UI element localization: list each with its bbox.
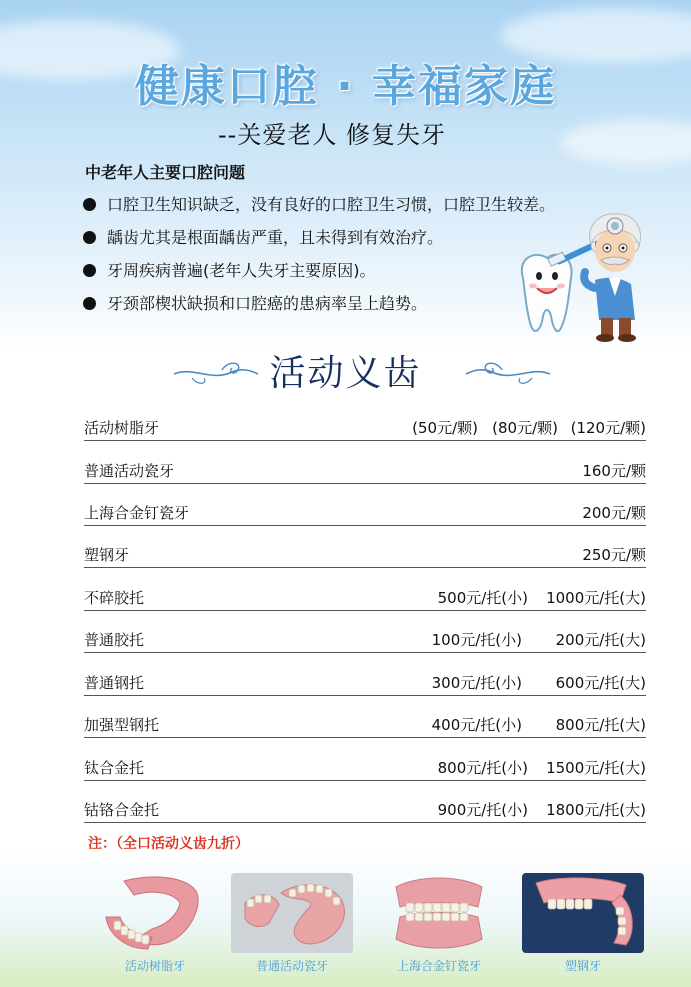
problems-heading: 中老年人主要口腔问题	[85, 163, 246, 182]
list-item	[83, 287, 555, 320]
problems-list	[83, 188, 555, 320]
cloud-decoration	[560, 120, 691, 165]
dentist-character-icon	[584, 214, 640, 342]
problem-text: 龋齿尤其是根面龋齿严重，且未得到有效治疗。	[107, 227, 444, 247]
price-value: 250元/颗	[582, 546, 646, 564]
price-value: 800元/托(大)	[555, 716, 646, 734]
price-value: 1000元/托(大)	[546, 589, 646, 607]
item-name: 钴铬合金托	[84, 801, 160, 819]
page-subtitle: --关爱老人 修复失牙	[218, 121, 446, 149]
bullet-icon	[83, 198, 96, 211]
denture-photo-porcelain	[231, 873, 353, 953]
bullet-icon	[83, 264, 96, 277]
item-name: 普通活动瓷牙	[84, 462, 175, 480]
item-name: 普通钢托	[84, 674, 145, 692]
list-item	[83, 188, 555, 221]
price-value: 1800元/托(大)	[546, 801, 646, 819]
tooth-character-icon	[522, 255, 572, 332]
right-flourish-icon	[462, 358, 552, 388]
photo-caption: 上海合金钉瓷牙	[396, 959, 481, 973]
problem-text: 口腔卫生知识缺乏，没有良好的口腔卫生习惯，口腔卫生较差。	[107, 194, 556, 214]
price-value: (80元/颗)	[492, 419, 558, 437]
price-row	[84, 624, 646, 653]
item-name: 塑钢牙	[84, 546, 130, 564]
price-value: 1500元/托(大)	[546, 759, 646, 777]
list-item	[83, 254, 555, 287]
item-name: 钛合金托	[84, 759, 145, 777]
price-value: 900元/托(小)	[437, 801, 528, 819]
denture-photo-resin	[94, 873, 216, 953]
price-row	[84, 752, 646, 781]
photo-caption: 活动树脂牙	[124, 959, 185, 973]
bullet-icon	[83, 231, 96, 244]
problem-text: 牙颈部楔状缺损和口腔癌的患病率呈上趋势。	[107, 293, 428, 313]
discount-note: 注：（全口活动义齿九折）	[88, 836, 249, 852]
bullet-icon	[83, 297, 96, 310]
price-row	[84, 412, 646, 441]
photo-caption: 塑钢牙	[564, 959, 601, 973]
price-value: (120元/颗)	[570, 419, 646, 437]
price-row	[84, 455, 646, 484]
price-row	[84, 709, 646, 738]
denture-photo-plastic-steel	[522, 873, 644, 953]
item-name: 上海合金钉瓷牙	[84, 504, 190, 522]
price-value: (50元/颗)	[412, 419, 478, 437]
section-title: 活动义齿	[269, 353, 422, 394]
price-value: 500元/托(小)	[437, 589, 528, 607]
item-name: 加强型钢托	[84, 716, 160, 734]
denture-photo-alloy-pin	[378, 873, 500, 953]
price-row	[84, 497, 646, 526]
price-row	[84, 667, 646, 696]
price-value: 200元/托(大)	[555, 631, 646, 649]
item-name: 活动树脂牙	[84, 419, 160, 437]
price-row	[84, 794, 646, 823]
list-item	[83, 221, 555, 254]
price-value: 800元/托(小)	[437, 759, 528, 777]
price-value: 100元/托(小)	[431, 631, 522, 649]
price-row	[84, 582, 646, 611]
item-name: 不碎胶托	[84, 589, 145, 607]
item-name: 普通胶托	[84, 631, 145, 649]
dentist-cartoon-illustration	[515, 208, 645, 343]
photo-caption: 普通活动瓷牙	[255, 959, 328, 973]
problem-text: 牙周疾病普遍(老年人失牙主要原因)。	[107, 260, 376, 280]
price-value: 200元/颗	[582, 504, 646, 522]
price-value: 160元/颗	[582, 462, 646, 480]
price-row	[84, 539, 646, 568]
page-title: 健康口腔 · 幸福家庭	[134, 61, 557, 112]
price-value: 600元/托(大)	[555, 674, 646, 692]
price-value: 400元/托(小)	[431, 716, 522, 734]
price-value: 300元/托(小)	[431, 674, 522, 692]
